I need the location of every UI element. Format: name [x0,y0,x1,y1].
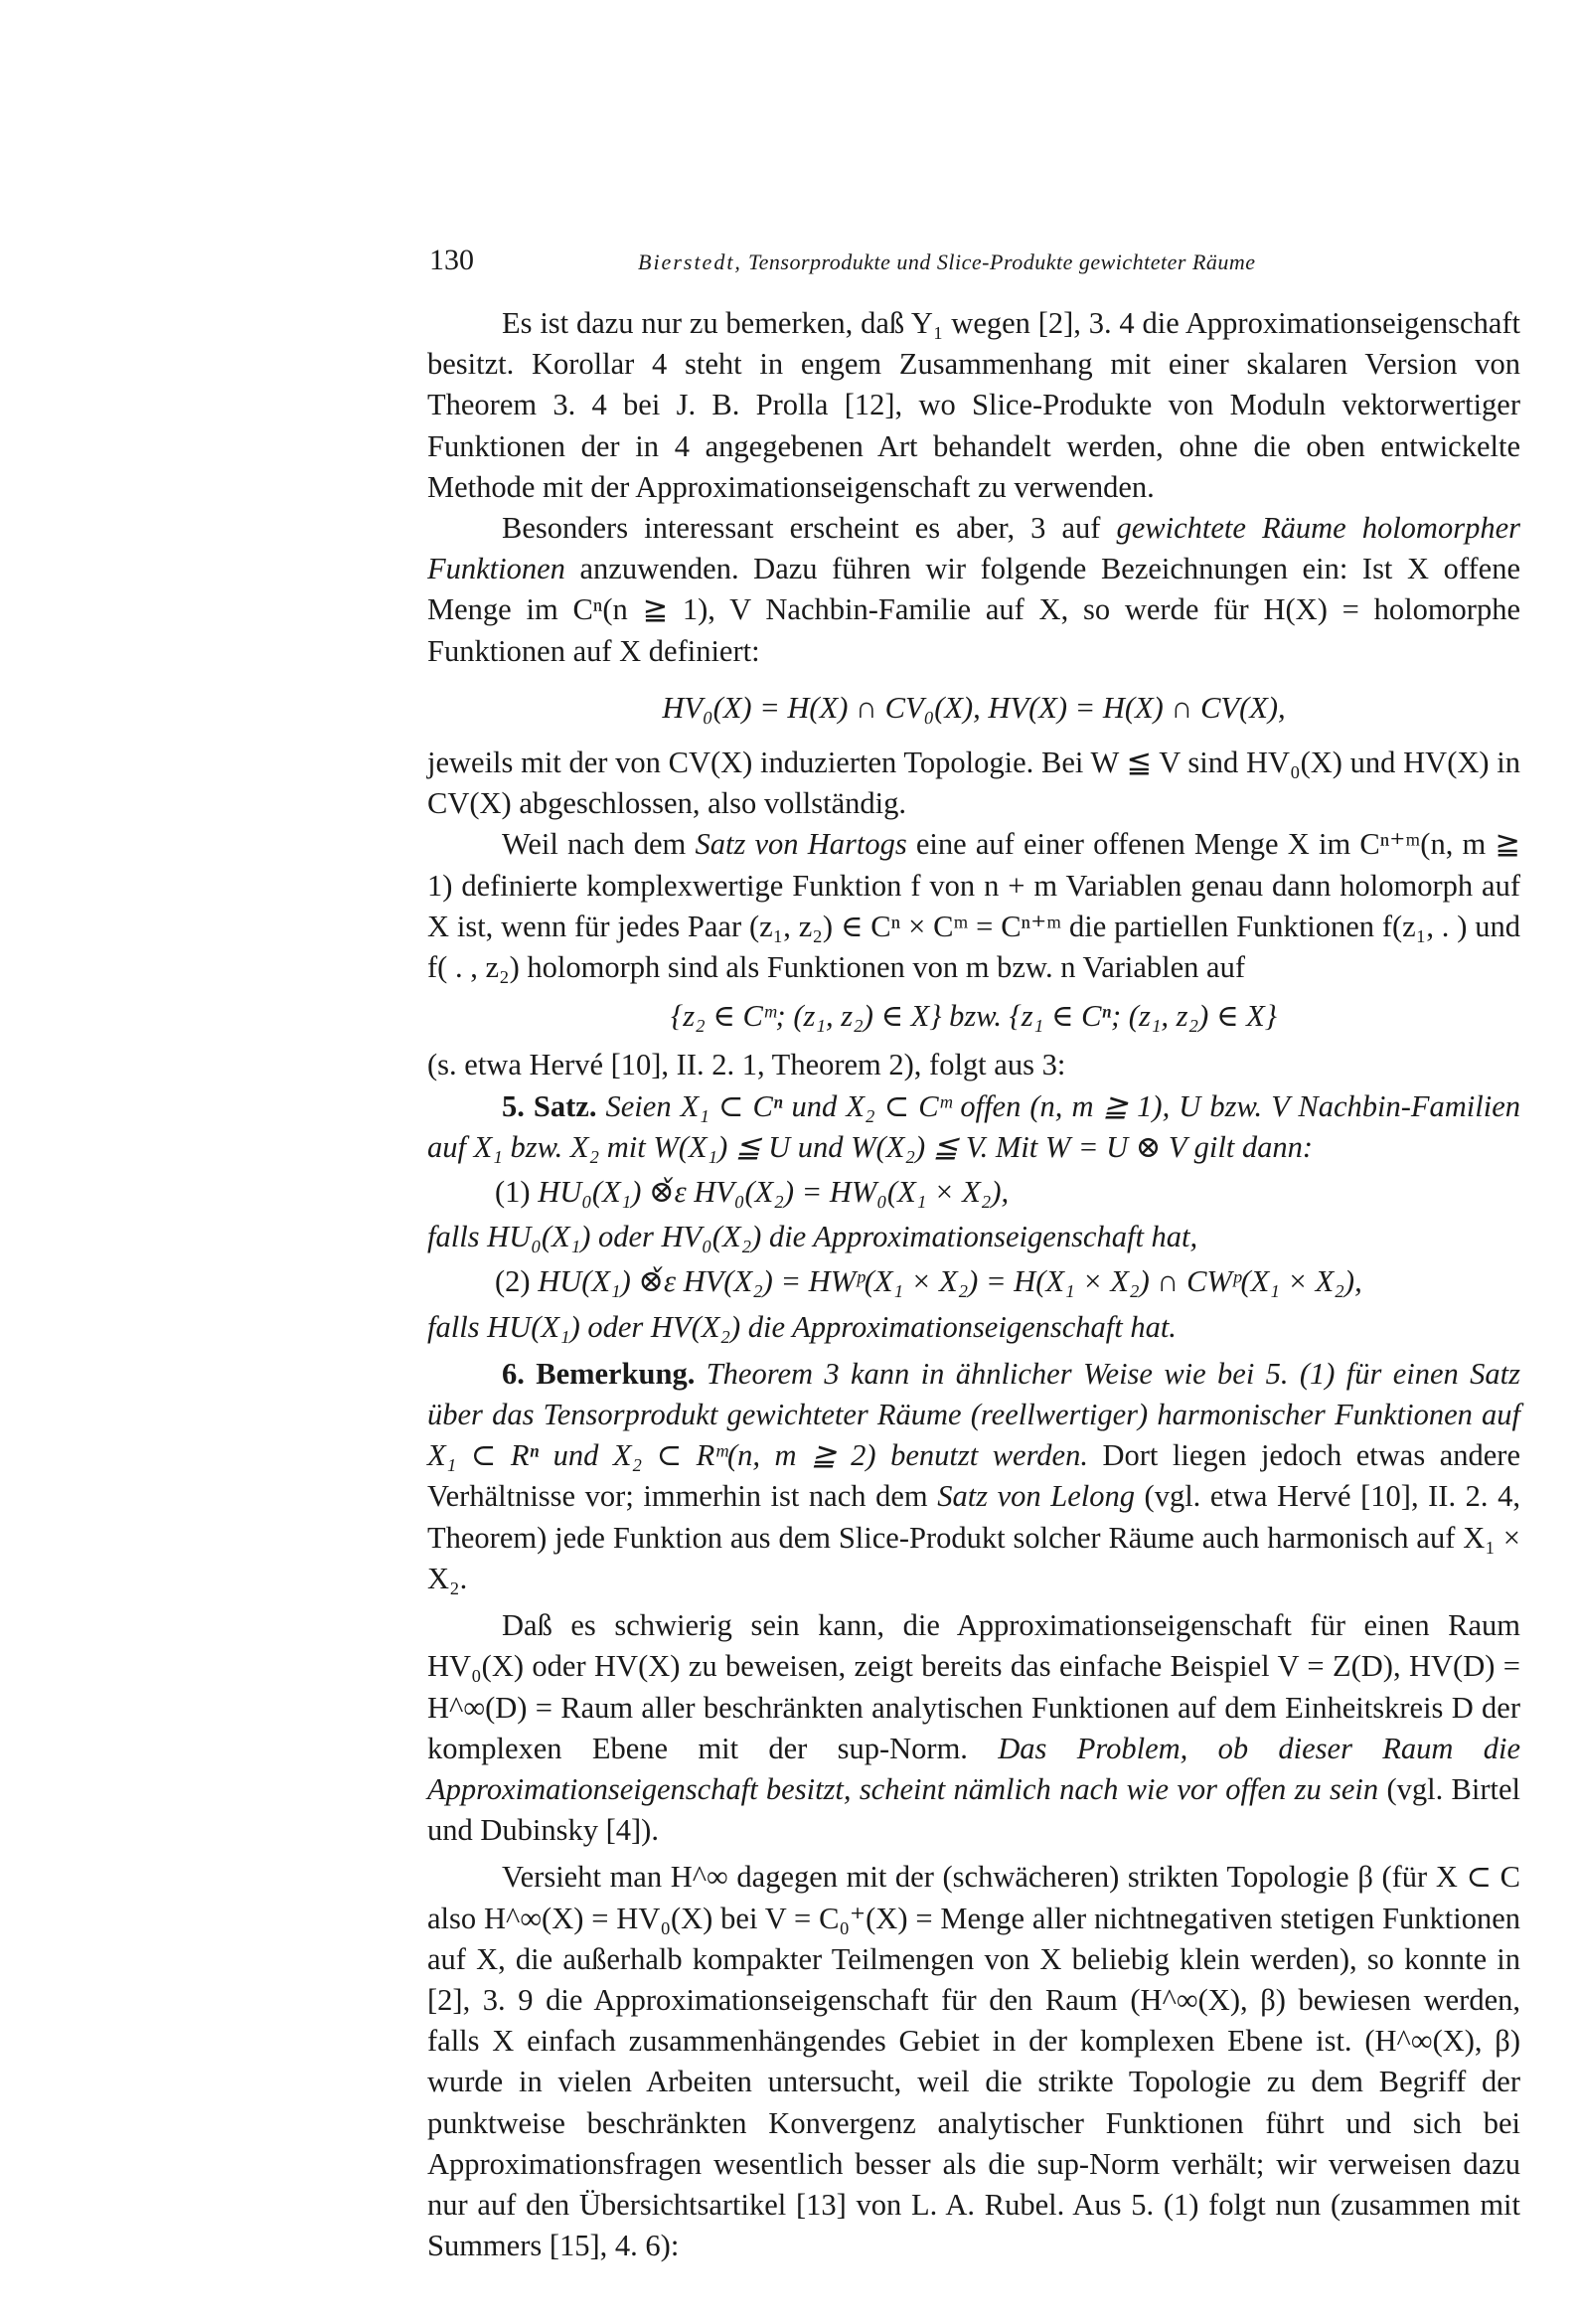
emphasis: Satz von Lelong [937,1479,1135,1514]
theorem-text: Seien X₁ ⊂ Cⁿ und X₂ ⊂ Cᵐ offen (n, m ≧ 1), U bzw. V Nachbin-Familien auf X₁ bzw. X₂ mit W(X₁) ≦ U und W(X₂) ≦ V. Mit W = U ⊗ V gilt dann: [427,1088,1520,1164]
text-span: (vgl. etwa Hervé [10], II. 2. 4, Theorem) jede Funktion aus dem Slice-Produkt solcher Räume auch harmonisch auf X₁ × X₂. [427,1479,1521,1595]
remark [427,1354,1520,1599]
claim-formula: HU(X₁) ⊗̌ε HV(X₂) = HWᵖ(X₁ × X₂) = H(X₁ × X₂) ∩ CWᵖ(X₁ × X₂), [530,1264,1362,1299]
claim [427,1261,1520,1302]
text-span: eine auf einer offenen Menge X im Cⁿ⁺ᵐ(n, m ≧ 1) definierte komplexwertige Funktion f von n + m Variablen genau dann holomorph auf X ist, wenn für jedes Paar (z₁, z₂) ∈ Cⁿ × Cᵐ = Cⁿ⁺ᵐ die partiellen Funktionen f(z₁, . ) und f( . , z₂) holomorph sind als Funktionen von m bzw. n Variablen auf [427,827,1520,985]
text-span: Weil nach dem [502,827,696,862]
claim-condition: falls HU₀(X₁) oder HV₀(X₂) die Approximationseigenschaft hat, [427,1220,1198,1254]
claim [427,1172,1520,1213]
theorem [427,1086,1520,1168]
paragraph: Versieht man H^∞ dagegen mit der (schwächeren) strikten Topologie β (für X ⊂ C also H^∞(X) = HV₀(X) bei V = C₀⁺(X) = Menge aller nichtnegativen stetigen Funktionen auf X, die außerhalb kompakter Teilmengen von X beliebig klein werden), so konnte in [2], 3. 9 die Approximationseigenschaft für den Raum (H^∞(X), β) bewiesen werden, falls X einfach zusammenhängendes Gebiet in der komplexen Ebene ist. (H^∞(X), β) wurde in vielen Arbeiten untersucht, weil die strikte Topologie zu dem Begriff der punktweise beschränkten Konvergenz analytischer Funktionen führt und sich bei Approximationsfragen wesentlich besser als die sup-Norm verhält; wir verweisen dazu nur auf den Übersichtsartikel [13] von L. A. Rubel. Aus 5. (1) folgt nun (zusammen mit Summers [15], 4. 6): [427,1860,1520,2263]
emphasis: Satz von Hartogs [695,827,907,862]
text-span: Daß es schwierig sein kann, die Approximationseigenschaft für einen Raum HV₀(X) oder HV(X) zu beweisen, zeigt bereits das einfache Beispiel V = Z(D), HV(D) = H^∞(D) = Raum aller beschränkten analytischen Funktionen auf dem Einheitskreis D der komplexen Ebene mit der sup-Norm. [427,1608,1520,1765]
emphasis: Das Problem, ob dieser Raum die Approximationseigenschaft besitzt, scheint nämlich nach wie vor offen zu sein [427,1731,1520,1806]
paragraph: (s. etwa Hervé [10], II. 2. 1, Theorem 2), folgt aus 3: [427,1048,1066,1082]
theorem-label: 5. Satz. [502,1088,597,1123]
paragraph [427,824,1520,988]
emphasis: Theorem 3 kann in ähnlicher Weise wie bei 5. (1) für einen Satz über das Tensorprodukt gewichteter Räume (reellwertiger) harmonischer Funktionen auf X₁ ⊂ Rⁿ und X₂ ⊂ Rᵐ(n, m ≧ 2) benutzt werden. [427,1356,1520,1473]
text-span: anzuwenden. Dazu führen wir folgende Bezeichnungen ein: Ist X offene Menge im Cⁿ(n ≧ 1), V Nachbin-Familie auf X, so werde für H(X) = holomorphe Funktionen auf X definiert: [427,552,1520,668]
claim-number: (1) [495,1175,531,1210]
body-text [427,303,1520,2266]
claim-condition: falls HU(X₁) oder HV(X₂) die Approximationseigenschaft hat. [427,1309,1177,1344]
remark-label: 6. Bemerkung. [502,1356,696,1391]
display-formula: HV₀(X) = H(X) ∩ CV₀(X), HV(X) = H(X) ∩ CV(X), [662,690,1286,725]
paragraph [427,508,1520,672]
claim-number: (2) [495,1264,531,1299]
display-formula: {z₂ ∈ Cᵐ; (z₁, z₂) ∈ X} bzw. {z₁ ∈ Cⁿ; (z₁, z₂) ∈ X} [671,999,1277,1034]
text-span: Dort liegen jedoch etwas andere Verhältnisse vor; immerhin ist nach dem [427,1438,1520,1514]
author-name: Bierstedt, [638,249,742,274]
article-title: Tensorprodukte und Slice-Produkte gewichteter Räume [747,249,1256,274]
emphasis: gewichtete Räume holomorpher Funktionen [427,511,1520,586]
paragraph [427,1605,1520,1851]
claim-formula: HU₀(X₁) ⊗̌ε HV₀(X₂) = HW₀(X₁ × X₂), [530,1175,1010,1210]
text-span: Besonders interessant erscheint es aber, 3 auf [502,511,1117,546]
page-number: 130 [429,244,474,276]
text-span: (vgl. Birtel und Dubinsky [4]). [427,1771,1521,1848]
paragraph: jeweils mit der von CV(X) induzierten Topologie. Bei W ≦ V sind HV₀(X) und HV(X) in CV(X) abgeschlossen, also vollständig. [427,746,1520,821]
running-title [638,249,1256,275]
paragraph: Es ist dazu nur zu bemerken, daß Y₁ wegen [2], 3. 4 die Approximationseigenschaft besitzt. Korollar 4 steht in engem Zusammenhang mit einer skalaren Version von Theorem 3. 4 bei J. B. Prolla [12], wo Slice-Produkte von Moduln vektorwertiger Funktionen der in 4 angegebenen Art behandelt werden, ohne die oben entwickelte Methode mit der Approximationseigenschaft zu verwenden. [427,306,1520,504]
running-header [429,244,1522,283]
